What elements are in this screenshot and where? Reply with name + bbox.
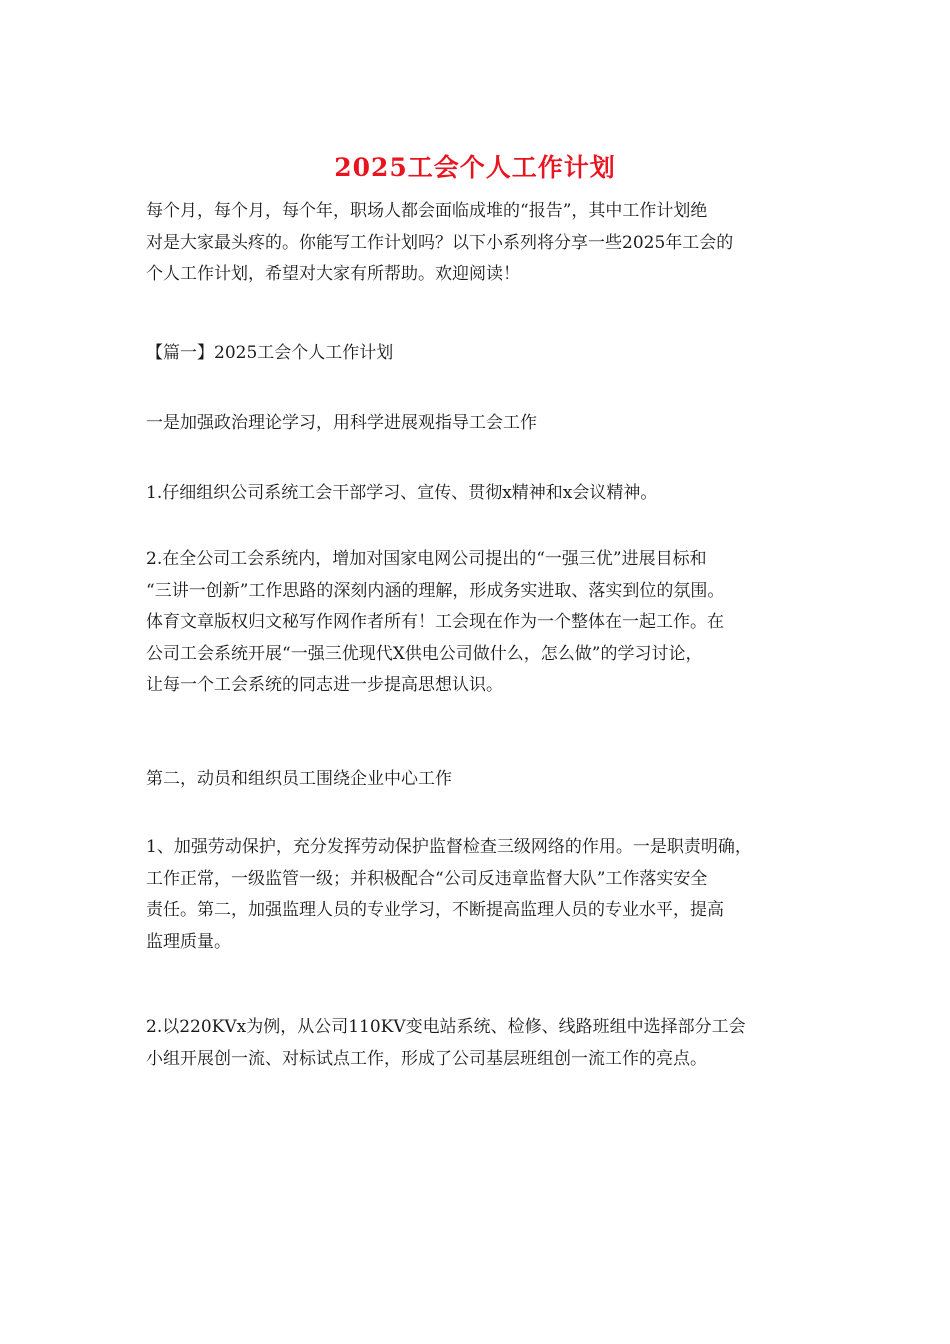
part1-heading-paragraph [146, 408, 826, 440]
item2-paragraph [146, 544, 826, 702]
item4-line: 小组开展创一流、对标试点工作，形成了公司基层班组创一流工作的亮点。 [146, 1048, 707, 1069]
item4-line: 2.以220KVx为例，从公司110KV变电站系统、检修、线路班组中选择部分工会 [146, 1017, 746, 1037]
item2-line: “三讲一创新”工作思路的深刻内涵的理解，形成务实进取、落实到位的氛围。 [146, 580, 725, 601]
item3-line: 工作正常，一级监管一级；并积极配合“公司反违章监督大队”工作落实安全 [146, 868, 708, 889]
item3-line: 责任。第二，加强监理人员的专业学习，不断提高监理人员的专业水平，提高 [146, 900, 724, 920]
item3-line: 1、加强劳动保护，充分发挥劳动保护监督检查三级网络的作用。一是职责明确， [146, 837, 752, 857]
item2-line: 让每一个工会系统的同志进一步提高思想认识。 [146, 675, 503, 695]
intro-line: 每个月，每个月，每个年，职场人都会面临成堆的“报告”，其中工作计划绝 [146, 201, 708, 221]
item3-line: 监理质量。 [146, 931, 231, 952]
section-heading: 【篇一】2025工会个人工作计划 [146, 343, 394, 363]
item2-line: 公司工会系统开展“一强三优现代X供电公司做什么，怎么做”的学习讨论， [146, 643, 703, 664]
item3-paragraph [146, 832, 826, 958]
intro-line: 对是大家最头疼的。你能写工作计划吗？以下小系列将分享一些2025年工会的 [146, 232, 734, 253]
intro-line: 个人工作计划，希望对大家有所帮助。欢迎阅读！ [146, 264, 520, 284]
item2-line: 体育文章版权归文秘写作网作者所有！工会现在作为一个整体在一起工作。在 [146, 612, 724, 632]
document-title: 2025工会个人工作计划 [334, 153, 616, 182]
item1-line: 1.仔细组织公司系统工会干部学习、宣传、贯彻x精神和x会议精神。 [146, 483, 658, 503]
part2-heading-paragraph [146, 764, 826, 796]
part2-heading: 第二，动员和组织员工围绕企业中心工作 [146, 769, 452, 789]
section-heading-paragraph [146, 338, 826, 370]
item4-paragraph [146, 1012, 826, 1075]
item1-paragraph [146, 478, 826, 510]
part1-heading: 一是加强政治理论学习，用科学进展观指导工会工作 [146, 413, 537, 433]
item2-line: 2.在全公司工会系统内，增加对国家电网公司提出的“一强三优”进展目标和 [146, 549, 707, 569]
intro-paragraph [146, 196, 826, 291]
